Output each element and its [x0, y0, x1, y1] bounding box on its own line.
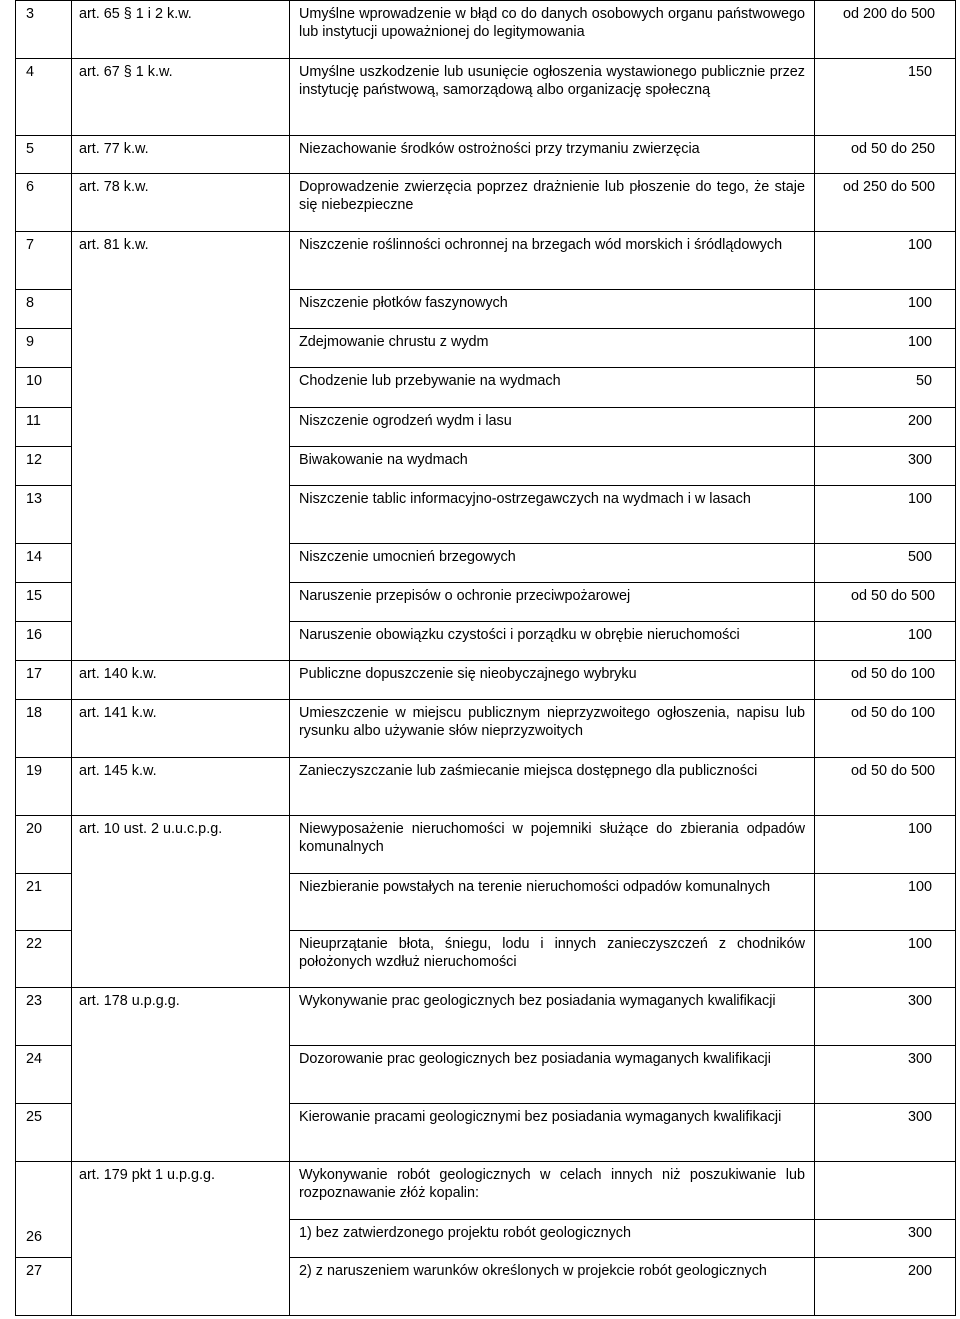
fine-amount: 50	[815, 368, 956, 407]
fine-amount: 300	[815, 1219, 956, 1257]
legal-basis: art. 65 § 1 i 2 k.w.	[72, 1, 290, 59]
offence-description: Zdejmowanie chrustu z wydm	[290, 329, 815, 368]
offence-description: Chodzenie lub przebywanie na wydmach	[290, 368, 815, 407]
offence-description: Umyślne wprowadzenie w błąd co do danych osobowych organu państwowego lub instytucji upoważnionej do legitymowania	[290, 1, 815, 59]
row-number: 20	[16, 816, 72, 874]
offence-description: Naruszenie obowiązku czystości i porządku w obrębie nieruchomości	[290, 621, 815, 660]
offence-description: Biwakowanie na wydmach	[290, 446, 815, 485]
row-number: 6	[16, 174, 72, 232]
row-number: 18	[16, 699, 72, 757]
row-number: 16	[16, 621, 72, 660]
offence-description: Dozorowanie prac geologicznych bez posiadania wymaganych kwalifikacji	[290, 1046, 815, 1104]
fine-amount: 150	[815, 59, 956, 136]
table-row	[16, 1, 956, 59]
offence-description: Niszczenie roślinności ochronnej na brzegach wód morskich i śródlądowych	[290, 232, 815, 290]
offence-description: Doprowadzenie zwierzęcia poprzez drażnienie lub płoszenie do tego, że staje się niebezpieczne	[290, 174, 815, 232]
fine-amount: 100	[815, 931, 956, 988]
offence-description: Niszczenie płotków faszynowych	[290, 290, 815, 329]
row-number: 7	[16, 232, 72, 290]
offence-description: Umyślne uszkodzenie lub usunięcie ogłoszenia wystawionego publicznie przez instytucję państwową, samorządową albo organizację społeczną	[290, 59, 815, 136]
table-row	[16, 699, 956, 757]
legal-basis: art. 140 k.w.	[72, 660, 290, 699]
offence-description: Publiczne dopuszczenie się nieobyczajnego wybryku	[290, 660, 815, 699]
page-margin	[0, 0, 15, 1319]
legal-basis: art. 141 k.w.	[72, 699, 290, 757]
row-number: 21	[16, 874, 72, 931]
offence-description: Nieuprzątanie błota, śniegu, lodu i innych zanieczyszczeń z chodników położonych wzdłuż nieruchomości	[290, 931, 815, 988]
fine-amount: 100	[815, 485, 956, 543]
row-number: 15	[16, 582, 72, 621]
offence-description: Niszczenie tablic informacyjno-ostrzegawczych na wydmach i w lasach	[290, 485, 815, 543]
offence-description: 1) bez zatwierdzonego projektu robót geologicznych	[290, 1219, 815, 1257]
fine-amount: 100	[815, 232, 956, 290]
offence-description: Niewyposażenie nieruchomości w pojemniki służące do zbierania odpadów komunalnych	[290, 816, 815, 874]
legal-basis: art. 145 k.w.	[72, 757, 290, 815]
fine-amount: 100	[815, 290, 956, 329]
row-number: 17	[16, 660, 72, 699]
fine-amount: 300	[815, 1046, 956, 1104]
legal-basis: art. 179 pkt 1 u.p.g.g.	[72, 1161, 290, 1315]
fine-amount-empty	[815, 1161, 956, 1219]
fines-table	[15, 0, 956, 1316]
fines-table-body	[16, 1, 956, 1316]
table-row	[16, 59, 956, 136]
fine-amount: 500	[815, 543, 956, 582]
fine-amount: od 50 do 250	[815, 136, 956, 174]
row-number: 19	[16, 757, 72, 815]
fine-amount: 300	[815, 446, 956, 485]
legal-basis: art. 178 u.p.g.g.	[72, 988, 290, 1161]
row-number: 14	[16, 543, 72, 582]
row-number: 13	[16, 485, 72, 543]
legal-basis: art. 10 ust. 2 u.u.c.p.g.	[72, 816, 290, 988]
table-row	[16, 988, 956, 1046]
offence-description: Wykonywanie robót geologicznych w celach innych niż poszukiwanie lub rozpoznawanie złóż kopalin:	[290, 1161, 815, 1219]
fine-amount: 100	[815, 329, 956, 368]
legal-basis: art. 78 k.w.	[72, 174, 290, 232]
row-number: 5	[16, 136, 72, 174]
fine-amount: od 50 do 500	[815, 757, 956, 815]
offence-description: Kierowanie pracami geologicznymi bez posiadania wymaganych kwalifikacji	[290, 1104, 815, 1161]
offence-description: Umieszczenie w miejscu publicznym nieprzyzwoitego ogłoszenia, napisu lub rysunku albo używanie słów nieprzyzwoitych	[290, 699, 815, 757]
row-number: 4	[16, 59, 72, 136]
offence-description: Zanieczyszczanie lub zaśmiecanie miejsca dostępnego dla publiczności	[290, 757, 815, 815]
table-row	[16, 174, 956, 232]
row-number: 27	[16, 1257, 72, 1315]
offence-description: 2) z naruszeniem warunków określonych w projekcie robót geologicznych	[290, 1257, 815, 1315]
fine-amount: od 200 do 500	[815, 1, 956, 59]
row-number: 11	[16, 407, 72, 446]
fine-amount: od 50 do 100	[815, 699, 956, 757]
legal-basis: art. 77 k.w.	[72, 136, 290, 174]
row-number: 3	[16, 1, 72, 59]
table-row	[16, 136, 956, 174]
row-number: 25	[16, 1104, 72, 1161]
row-number: 26	[16, 1161, 72, 1257]
row-number: 12	[16, 446, 72, 485]
fine-amount: 100	[815, 621, 956, 660]
fine-amount: od 50 do 500	[815, 582, 956, 621]
row-number: 22	[16, 931, 72, 988]
offence-description: Niszczenie umocnień brzegowych	[290, 543, 815, 582]
row-number: 9	[16, 329, 72, 368]
offence-description: Niezbieranie powstałych na terenie nieruchomości odpadów komunalnych	[290, 874, 815, 931]
table-row	[16, 232, 956, 290]
fine-amount: od 250 do 500	[815, 174, 956, 232]
row-number: 23	[16, 988, 72, 1046]
table-row	[16, 757, 956, 815]
fine-amount: od 50 do 100	[815, 660, 956, 699]
table-row	[16, 1161, 956, 1219]
table-row	[16, 816, 956, 874]
table-row	[16, 660, 956, 699]
fine-amount: 300	[815, 988, 956, 1046]
fine-amount: 100	[815, 816, 956, 874]
fine-amount: 200	[815, 407, 956, 446]
row-number: 8	[16, 290, 72, 329]
offence-description: Niezachowanie środków ostrożności przy trzymaniu zwierzęcia	[290, 136, 815, 174]
offence-description: Wykonywanie prac geologicznych bez posiadania wymaganych kwalifikacji	[290, 988, 815, 1046]
fine-amount: 100	[815, 874, 956, 931]
fine-amount: 200	[815, 1257, 956, 1315]
row-number: 24	[16, 1046, 72, 1104]
legal-basis: art. 81 k.w.	[72, 232, 290, 661]
legal-basis: art. 67 § 1 k.w.	[72, 59, 290, 136]
row-number: 10	[16, 368, 72, 407]
offence-description: Niszczenie ogrodzeń wydm i lasu	[290, 407, 815, 446]
fine-amount: 300	[815, 1104, 956, 1161]
offence-description: Naruszenie przepisów o ochronie przeciwpożarowej	[290, 582, 815, 621]
